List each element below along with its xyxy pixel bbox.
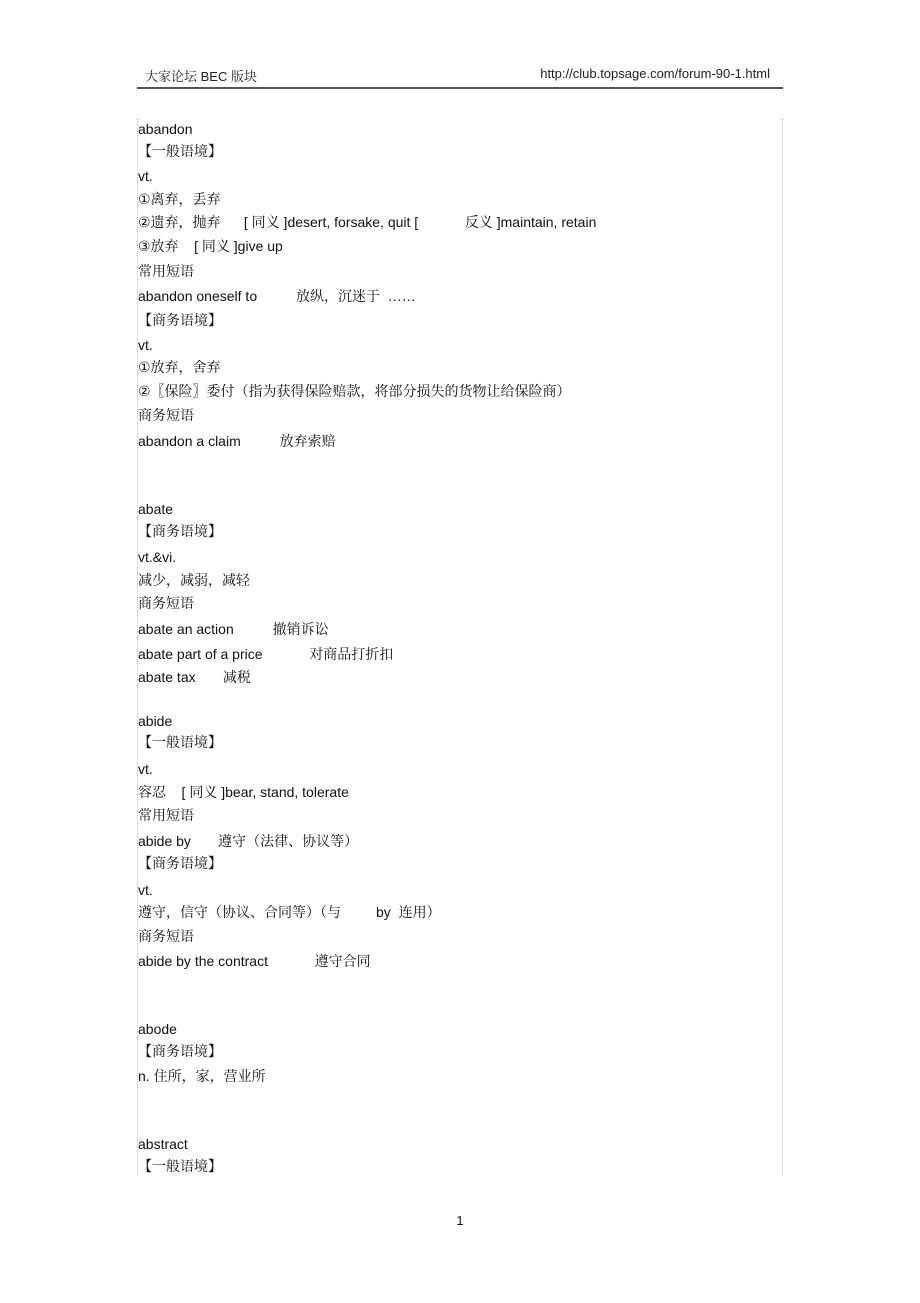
phrase: abate an action 撤销诉讼 [138,621,329,637]
part-of-speech: vt. [138,882,153,898]
definition: 遵守，信守（协议、合同等）（与 by 连用） [138,904,441,920]
phrase-heading: 常用短语 [138,263,194,279]
entry-headword: abode [138,1021,177,1037]
phrase-heading: 常用短语 [138,807,194,823]
entry-headword: abandon [138,121,193,137]
page-number: 1 [456,1213,464,1228]
phrase: abide by the contract 遵守合同 [138,953,371,969]
context-label: 【商务语境】 [138,855,222,871]
entry-headword: abstract [138,1136,188,1152]
phrase-heading: 商务短语 [138,407,194,423]
definition: 容忍 [ 同义 ]bear, stand, tolerate [138,784,349,800]
definition: ①离弃，丢弃 [138,191,221,207]
header-rule [137,87,783,89]
entry-headword: abide [138,713,173,729]
part-of-speech: vt. [138,337,153,353]
phrase: abate part of a price 对商品打折扣 [138,646,394,662]
part-of-speech: vt.&vi. [138,549,177,565]
context-label: 【商务语境】 [138,1043,222,1059]
definition: ②遗弃，抛弃 [ 同义 ]desert, forsake, quit [ 反义 ]maintain, retain [138,214,597,230]
phrase: abandon a claim 放弃索赔 [138,433,336,449]
definition: ②〖保险〗委付（指为获得保险赔款，将部分损失的货物让给保险商） [138,383,571,399]
definition: ①放弃，舍弃 [138,359,221,375]
context-label: 【商务语境】 [138,523,222,539]
right-margin-line [782,118,783,1176]
part-of-speech: vt. [138,168,153,184]
phrase: abate tax 减税 [138,669,251,685]
phrase: abide by 遵守（法律、协议等） [138,833,359,849]
context-label: 【一般语境】 [138,1158,222,1174]
context-label: 【商务语境】 [138,312,222,328]
definition: ③放弃 [ 同义 ]give up [138,238,283,254]
context-label: 【一般语境】 [138,143,222,159]
definition: n. 住所，家，营业所 [138,1068,266,1084]
phrase-heading: 商务短语 [138,595,194,611]
definition: 减少，减弱，减轻 [138,572,250,588]
header-forum-name: 大家论坛 BEC 版块 [145,69,257,84]
header-url: http://club.topsage.com/forum-90-1.html [540,66,770,81]
context-label: 【一般语境】 [138,734,222,750]
phrase-heading: 商务短语 [138,928,194,944]
part-of-speech: vt. [138,761,153,777]
entry-headword: abate [138,501,174,517]
phrase: abandon oneself to 放纵，沉迷于 …… [138,288,416,304]
